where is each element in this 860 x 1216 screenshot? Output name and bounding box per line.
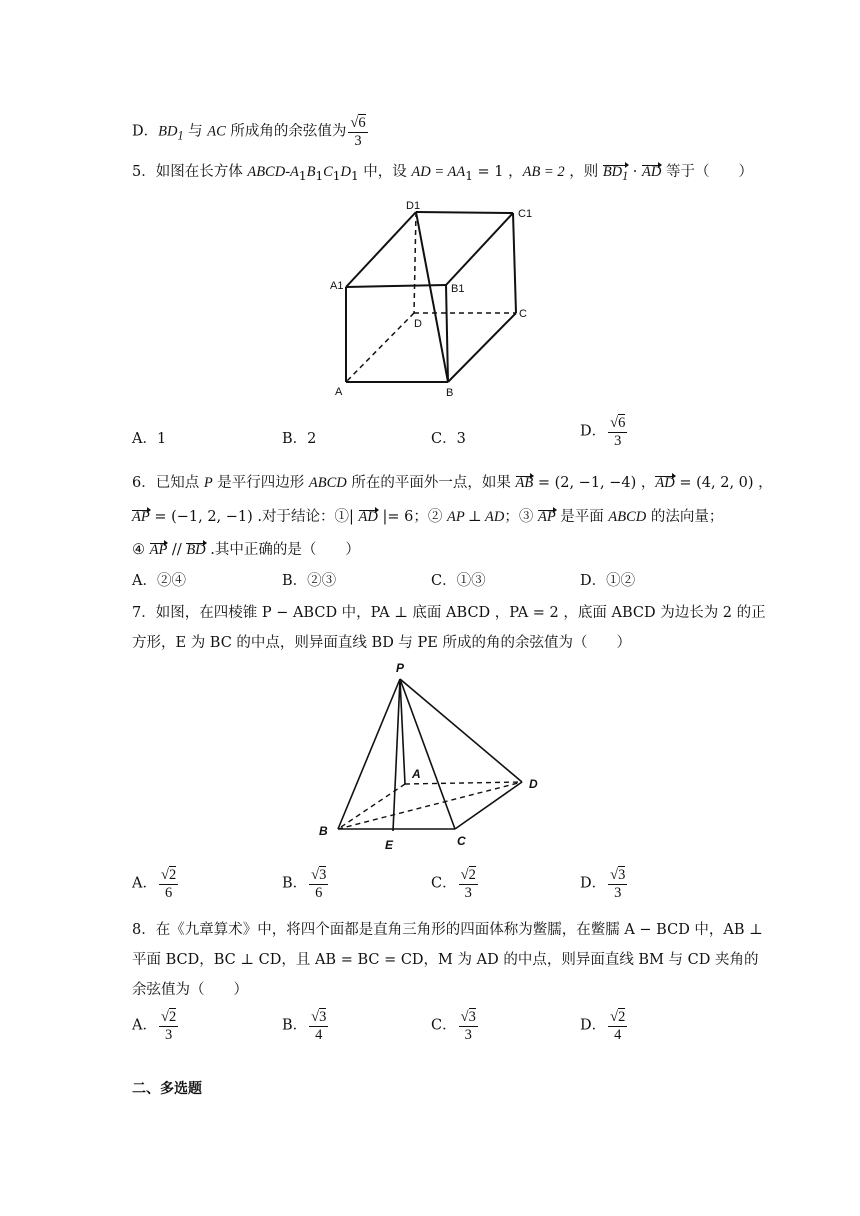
label-c: C bbox=[519, 308, 527, 320]
pyramid-figure bbox=[310, 655, 550, 855]
text: 等于（ ） bbox=[661, 164, 753, 180]
numerator: 6 bbox=[358, 115, 366, 131]
text: 所成角的余弦值为 bbox=[225, 123, 347, 140]
math: C bbox=[323, 164, 333, 180]
vector-bd: BD bbox=[186, 542, 206, 558]
label-d1: D1 bbox=[406, 200, 421, 212]
q7-line-1: 7．如图，在四棱锥 P − ABCD 中，PA ⊥ 底面 ABCD ，PA = 2 ，底面 ABCD 为边长为 2 的正 bbox=[132, 605, 766, 621]
vector-ap: AP bbox=[132, 509, 150, 525]
text: 与 bbox=[183, 123, 208, 140]
vector-bd1: $BD_1$ bbox=[602, 164, 629, 183]
q8-option-b[interactable]: B． √ $\frac{3}{4}$ bbox=[282, 1008, 330, 1043]
math-bd: BD bbox=[158, 123, 178, 140]
label-a: A bbox=[412, 767, 421, 781]
text: 中，设 bbox=[358, 164, 412, 180]
label-c1: C1 bbox=[518, 208, 533, 220]
q6-option-d[interactable]: D．①② bbox=[580, 573, 636, 589]
q4-option-d bbox=[132, 114, 370, 149]
q7-line-2: 方形，E 为 BC 的中点，则异面直线 BD 与 PE 所成的角的余弦值为（ ） bbox=[132, 635, 631, 651]
option-label: D． bbox=[132, 123, 159, 140]
label-b: B bbox=[319, 824, 328, 838]
q6-line-1: 6．已知点 P 是平行四边形 ABCD 所在的平面外一点，如果 AB = (2, −1, −4) ，AD = (4, 2, 0) ， bbox=[132, 475, 773, 491]
q7-option-a[interactable]: A． √ $\frac{2}{6}$ bbox=[132, 866, 180, 901]
q7-option-c[interactable]: C． √ $\frac{2}{3}$ bbox=[431, 866, 480, 901]
q5-option-d[interactable] bbox=[580, 414, 629, 449]
q8-line-1: 8．在《九章算术》中，将四个面都是直角三角形的四面体称为鳖臑，在鳖臑 A − BCD 中，AB ⊥ bbox=[132, 922, 763, 938]
math-ac: AC bbox=[207, 123, 226, 140]
vector-ad: AD bbox=[642, 164, 662, 180]
q5-option-a[interactable]: A．1 bbox=[132, 431, 167, 447]
q6-line-3: ④ AP // BD .其中正确的是（ ） bbox=[132, 542, 360, 558]
q5-option-b[interactable]: B．2 bbox=[282, 431, 317, 447]
label-a1: A1 bbox=[330, 280, 344, 292]
section-heading: 二、多选题 bbox=[132, 1081, 202, 1097]
vector-ab: AB bbox=[515, 475, 534, 491]
label-d: D bbox=[529, 777, 538, 791]
q6-line-2: AP = (−1, 2, −1) .对于结论：①| AD |= 6；② AP ⊥ AD；③ AP 是平面 ABCD 的法向量； bbox=[132, 509, 724, 525]
q7-option-b[interactable]: B． √ $\frac{3}{6}$ bbox=[282, 866, 330, 901]
vector-ap: AP bbox=[149, 542, 168, 558]
label-p: P bbox=[396, 661, 405, 675]
subscript: 1 bbox=[177, 128, 184, 143]
label-d: D bbox=[414, 318, 422, 330]
math: AD = AA bbox=[411, 164, 466, 180]
q6-option-b[interactable]: B．②③ bbox=[282, 573, 337, 589]
cuboid-figure bbox=[320, 198, 550, 403]
math: -A bbox=[285, 164, 299, 180]
q8-option-a[interactable]: A． √ $\frac{2}{3}$ bbox=[132, 1008, 180, 1043]
math: ABCD bbox=[247, 164, 286, 180]
q5-stem: 5．如图在长方体 ABCD-$A_1B_1C_1D_1$ 中，设 AD = $AA_1 = 1$ ，AB = 2 ，则 $BD_1$ · AD 等于（ ） bbox=[132, 164, 753, 183]
label-b: B bbox=[446, 387, 454, 399]
q5-option-c[interactable]: C．3 bbox=[431, 431, 466, 447]
q8-option-c[interactable]: C． √ $\frac{3}{3}$ bbox=[431, 1008, 480, 1043]
text: ，则 bbox=[564, 164, 603, 180]
fraction bbox=[348, 114, 367, 149]
vector-ad: AD bbox=[358, 509, 378, 525]
q7-option-d[interactable]: D． √ $\frac{3}{3}$ bbox=[580, 866, 629, 901]
label-e: E bbox=[385, 838, 394, 852]
label-c: C bbox=[457, 834, 466, 848]
denominator: 3 bbox=[614, 433, 622, 449]
q8-line-3: 余弦值为（ ） bbox=[132, 982, 248, 998]
q6-option-a[interactable]: A．②④ bbox=[132, 573, 186, 589]
text: 5．如图在长方体 bbox=[132, 164, 248, 180]
math: B bbox=[306, 164, 316, 180]
vector-ad: AD bbox=[655, 475, 675, 491]
q6-option-c[interactable]: C．①③ bbox=[431, 573, 486, 589]
text: = 1 ， bbox=[472, 164, 523, 180]
q8-option-d[interactable]: D． √ $\frac{2}{4}$ bbox=[580, 1008, 629, 1043]
denominator: 3 bbox=[354, 133, 362, 149]
label-b1: B1 bbox=[451, 283, 465, 295]
fraction bbox=[608, 414, 627, 449]
math: D bbox=[340, 164, 351, 180]
math: AB = 2 bbox=[522, 164, 565, 180]
numerator: 6 bbox=[618, 415, 626, 431]
q8-line-2: 平面 BCD，BC ⊥ CD，且 AB = BC = CD，M 为 AD 的中点，则异面直线 BM 与 CD 夹角的 bbox=[132, 952, 759, 968]
option-label: D． bbox=[580, 423, 607, 440]
label-a: A bbox=[335, 386, 343, 398]
vector-ap: AP bbox=[537, 509, 556, 525]
